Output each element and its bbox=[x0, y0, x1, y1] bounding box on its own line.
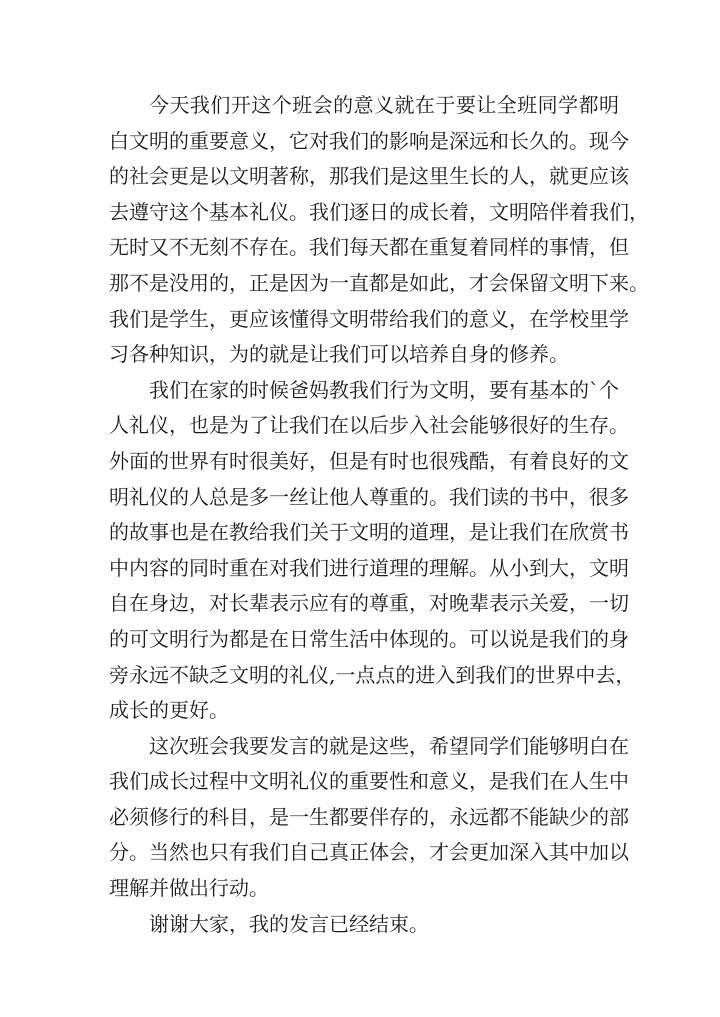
text-line: 去遵守这个基本礼仪。我们逐日的成长着，文明陪伴着我们， bbox=[109, 199, 649, 224]
paragraph-4 bbox=[109, 907, 619, 943]
text-line: 今天我们开这个班会的意义就在于要让全班同学都明 bbox=[149, 93, 619, 117]
text-line: 中内容的同时重在对我们进行道理的理解。从小到大，文明 bbox=[109, 555, 629, 580]
text-line: 必须修行的科目，是一生都要伴存的，永远都不能缺少的部 bbox=[109, 804, 629, 829]
text-line: 旁永远不缺乏文明的礼仪,一点点的进入到我们的世界中去， bbox=[109, 662, 636, 687]
text-line: 自在身边，对长辈表示应有的尊重，对晚辈表示关爱，一切 bbox=[109, 591, 629, 616]
paragraph-3 bbox=[109, 729, 629, 907]
text-line: 无时又不无刻不存在。我们每天都在重复着同样的事情，但 bbox=[109, 235, 629, 260]
text-line: 我们成长过程中文明礼仪的重要性和意义，是我们在人生中 bbox=[109, 769, 629, 794]
text-line: 谢谢大家，我的发言已经结束。 bbox=[149, 911, 429, 936]
text-line: 白文明的重要意义，它对我们的影响是深远和长久的。现今 bbox=[109, 128, 629, 153]
text-line: 我们是学生，更应该懂得文明带给我们的意义，在学校里学 bbox=[109, 306, 629, 331]
text-line: 外面的世界有时很美好，但是有时也很残酷，有着良好的文 bbox=[109, 448, 629, 473]
text-line: 明礼仪的人总是多一丝让他人尊重的。我们读的书中，很多 bbox=[109, 484, 629, 509]
text-line: 那不是没用的，正是因为一直都是如此，才会保留文明下来。 bbox=[109, 270, 649, 295]
text-line: 的可文明行为都是在日常生活中体现的。可以说是我们的身 bbox=[109, 626, 629, 651]
text-line: 我们在家的时候爸妈教我们行为文明，要有基本的`个 bbox=[149, 377, 619, 402]
paragraph-2 bbox=[109, 373, 636, 729]
text-line: 理解并做出行动。 bbox=[109, 876, 269, 901]
text-line: 习各种知识，为的就是让我们可以培养自身的修养。 bbox=[109, 342, 569, 367]
text-line: 这次班会我要发言的就是这些，希望同学们能够明白在 bbox=[149, 733, 629, 758]
text-line: 人礼仪，也是为了让我们在以后步入社会能够很好的生存。 bbox=[109, 413, 629, 438]
text-line: 分。当然也只有我们自己真正体会，才会更加深入其中加以 bbox=[109, 840, 629, 865]
document-body bbox=[109, 88, 649, 942]
text-line: 的故事也是在教给我们关于文明的道理，是让我们在欣赏书 bbox=[109, 520, 629, 545]
text-line: 的社会更是以文明著称，那我们是这里生长的人，就更应该 bbox=[109, 164, 629, 189]
paragraph-1 bbox=[109, 88, 649, 373]
text-line: 成长的更好。 bbox=[109, 698, 229, 723]
